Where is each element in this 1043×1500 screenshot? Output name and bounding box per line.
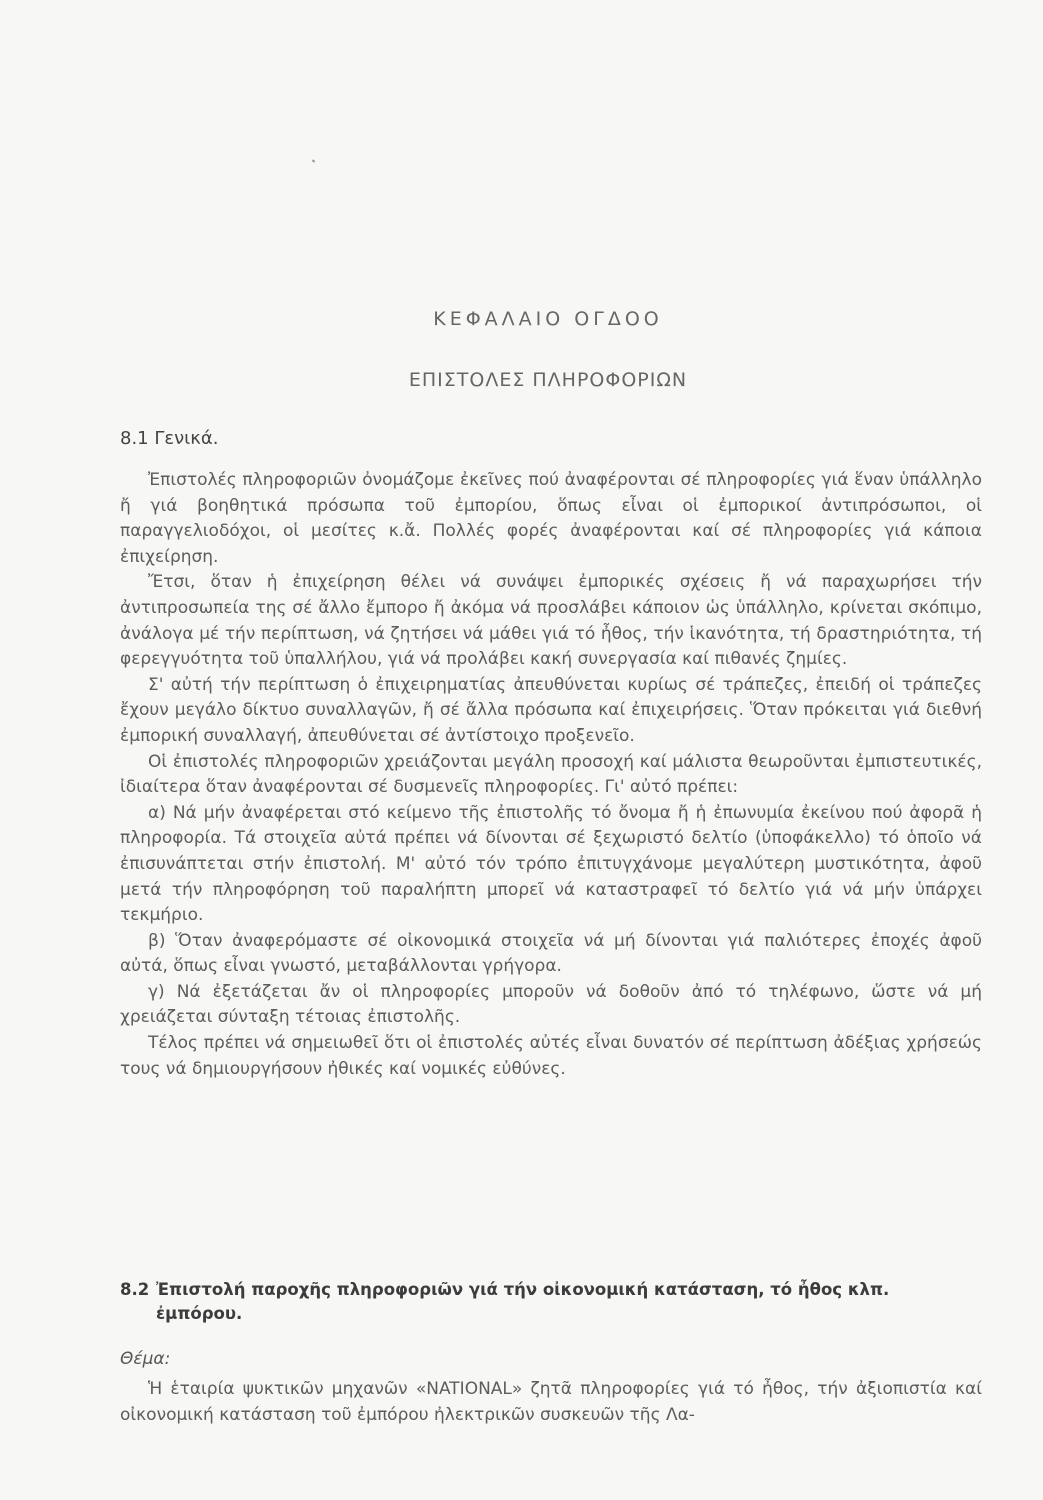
paragraph: Ἐπιστολές πληροφοριῶν ὀνομάζομε ἐκεῖνες πού ἀναφέρονται σέ πληροφορίες γιά ἕναν ὑπάλληλο ἤ γιά βοηθητικά πρόσωπα τοῦ ἐμπορίου, ὅπως εἶναι οἱ ἐμπορικοί ἀντιπρόσωποι, οἱ παραγγελιοδόχοι, οἱ μεσίτες κ.ἄ. Πολλές φορές ἀναφέρονται καί σέ πληροφορίες γιά κάποια ἐπιχείρηση. bbox=[120, 470, 982, 567]
chapter-label: ΚΕΦΑΛΑΙΟ ΟΓΔΟΟ bbox=[433, 308, 663, 330]
paragraph: Σ' αὐτή τήν περίπτωση ὁ ἐπιχειρηματίας ἀπευθύνεται κυρίως σέ τράπεζες, ἐπειδή οἱ τράπεζες ἔχουν μεγάλο δίκτυο συναλλαγῶν, ἤ σέ ἄλλα πρόσωπα καί ἐπιχειρήσεις. Ὅταν πρόκειται γιά διεθνή ἐμπορική συναλλαγή, ἀπευθύνεται σέ ἀντίστοιχο προξενεῖο. bbox=[120, 674, 982, 746]
section-heading-line1: Ἐπιστολή παροχῆς πληροφοριῶν γιά τήν οἰκονομική κατάσταση, τό ἦθος κλπ. bbox=[156, 1280, 890, 1299]
section-heading-8-1: 8.1 Γενικά. bbox=[120, 428, 219, 449]
section-body-8-1 bbox=[120, 468, 982, 1082]
paragraph: Τέλος πρέπει νά σημειωθεῖ ὅτι οἱ ἐπιστολές αὐτές εἶναι δυνατόν σέ περίπτωση ἀδέξιας χρήσεώς τους νά δημιουργήσουν ἠθικές καί νομικές εὐθύνες. bbox=[120, 1033, 982, 1079]
list-item: β) Ὅταν ἀναφερόμαστε σέ οἰκονομικά στοιχεῖα νά μή δίνονται γιά παλιότερες ἐποχές ἀφοῦ αὐτά, ὅπως εἶναι γνωστό, μεταβάλλονται γρήγορα. bbox=[120, 930, 982, 977]
paragraph: Οἱ ἐπιστολές πληροφοριῶν χρειάζονται μεγάλη προσοχή καί μάλιστα θεωροῦνται ἐμπιστευτικές, ἰδιαίτερα ὅταν ἀναφέρονται σέ δυσμενεῖς πληροφορίες. Γι' αὐτό πρέπει: bbox=[120, 751, 982, 798]
section-heading-8-2 bbox=[120, 1278, 990, 1326]
section-number: 8.2 bbox=[120, 1280, 150, 1299]
paragraph: Ἔτσι, ὅταν ἡ ἐπιχείρηση θέλει νά συνάψει ἐμπορικές σχέσεις ἤ νά παραχωρήσει τήν ἀντιπροσωπεία της σέ ἄλλο ἔμπορο ἤ ἀκόμα νά προσλάβει κάποιον ὡς ὑπάλληλο, κρίνεται σκόπιμο, ἀνάλογα μέ τήν περίπτωση, νά ζητήσει νά μάθει γιά τό ἦθος, τήν ἱκανότητα, τή δραστηριότητα, τή φερεγγυότητα τοῦ ὑπαλλήλου, γιά νά προλάβει κακή συνεργασία καί πιθανές ζημίες. bbox=[120, 572, 982, 670]
list-item: γ) Νά ἐξετάζεται ἄν οἱ πληροφορίες μποροῦν νά δοθοῦν ἀπό τό τηλέφωνο, ὥστε νά μή χρειάζεται σύνταξη τέτοιας ἐπιστολῆς. bbox=[120, 981, 982, 1028]
theme-text: Ἡ ἑταιρία ψυκτικῶν μηχανῶν «NATIONAL» ζητᾶ πληροφορίες γιά τό ἦθος, τήν ἀξιοπιστία καί οἰκονομική κατάσταση τοῦ ἐμπόρου ἠλεκτρικῶν συσκευῶν τῆς Λα- bbox=[120, 1379, 982, 1425]
chapter-title: ΕΠΙΣΤΟΛΕΣ ΠΛΗΡΟΦΟΡΙΩΝ bbox=[408, 369, 688, 391]
list-item: α) Νά μήν ἀναφέρεται στό κείμενο τῆς ἐπιστολῆς τό ὄνομα ἤ ἡ ἐπωνυμία ἐκείνου πού ἀφορᾶ ἡ πληροφορία. Τά στοιχεῖα αὐτά πρέπει νά δίνονται σέ ξεχωριστό δελτίο (ὑποφάκελλο) τό ὁποῖο νά ἐπισυνάπτεται στήν ἐπιστολή. Μ' αὐτό τόν τρόπο ἐπιτυγχάνομε μεγαλύτερη μυστικότητα, ἀφοῦ μετά τήν πληροφόρηση τοῦ παραλήπτη μπορεῖ νά καταστραφεῖ τό δελτίο γιά νά μήν ὑπάρχει τεκμήριο. bbox=[120, 802, 982, 926]
scan-speck bbox=[312, 159, 316, 162]
section-heading-line2: ἐμπόρου. bbox=[156, 1304, 243, 1323]
theme-label: Θέμα: bbox=[120, 1349, 171, 1369]
